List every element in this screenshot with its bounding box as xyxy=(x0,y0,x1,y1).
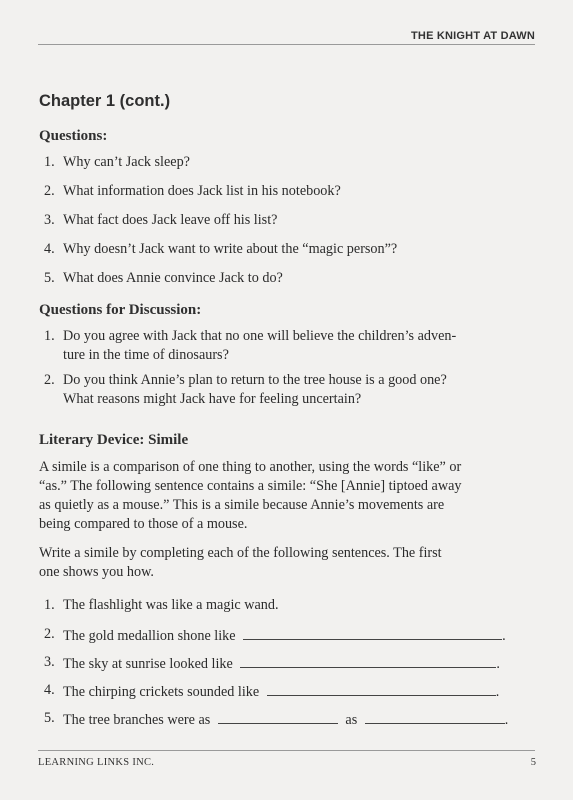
question-text: What information does Jack list in his notebook? xyxy=(63,183,341,199)
discussion-text xyxy=(63,371,543,409)
question-number: 5. xyxy=(44,270,55,286)
instruction-line: Write a simile by completing each of the following sentences. The first xyxy=(39,545,442,561)
discussion-number: 1. xyxy=(44,328,55,344)
question-text: Why doesn’t Jack want to write about the “magic person”? xyxy=(63,241,398,257)
paragraph-line: “as.” The following sentence contains a simile: “She [Annie] tiptoed away xyxy=(39,478,462,494)
exercise-prompt xyxy=(63,653,543,674)
question-text: What fact does Jack leave off his list? xyxy=(63,212,278,228)
questions-heading: Questions: xyxy=(39,128,108,144)
discussion-text xyxy=(63,327,543,365)
discussion-number: 2. xyxy=(44,372,55,388)
answer-blank[interactable] xyxy=(243,625,502,640)
paragraph-line: as quietly as a mouse.” This is a simile because Annie’s movements are xyxy=(39,497,445,513)
discussion-line: Do you agree with Jack that no one will believe the children’s adven- xyxy=(63,328,457,344)
discussion-line: ture in the time of dinosaurs? xyxy=(63,347,229,363)
question-text: Why can’t Jack sleep? xyxy=(63,154,190,170)
answer-blank[interactable] xyxy=(218,709,338,724)
footer-rule xyxy=(38,750,535,751)
discussion-line: What reasons might Jack have for feeling uncertain? xyxy=(63,391,362,407)
discussion-heading: Questions for Discussion: xyxy=(39,302,202,318)
simile-definition xyxy=(39,458,539,534)
exercise-example: The flashlight was like a magic wand. xyxy=(63,597,279,613)
question-number: 4. xyxy=(44,241,55,257)
answer-blank[interactable] xyxy=(365,709,505,724)
exercise-end: . xyxy=(504,712,509,728)
paragraph-line: being compared to those of a mouse. xyxy=(39,516,248,532)
exercise-prompt xyxy=(63,709,543,730)
simile-instructions xyxy=(39,544,539,582)
exercise-number: 4. xyxy=(44,682,55,698)
exercise-prompt xyxy=(63,625,543,646)
answer-blank[interactable] xyxy=(267,681,496,696)
exercise-text: The chirping crickets sounded like xyxy=(63,684,260,700)
exercise-number: 5. xyxy=(44,710,55,726)
exercise-mid: as xyxy=(345,712,358,728)
exercise-end: . xyxy=(496,656,500,672)
question-number: 1. xyxy=(44,154,55,170)
discussion-item xyxy=(44,371,543,411)
exercise-prompt xyxy=(63,681,543,702)
exercise-end: . xyxy=(502,628,506,644)
chapter-title: Chapter 1 (cont.) xyxy=(39,92,171,110)
discussion-line: Do you think Annie’s plan to return to the tree house is a good one? xyxy=(63,372,447,388)
question-text: What does Annie convince Jack to do? xyxy=(63,270,283,286)
instruction-line: one shows you how. xyxy=(39,564,154,580)
exercise-text: The tree branches were as xyxy=(63,712,211,728)
exercise-number: 1. xyxy=(44,597,55,613)
answer-blank[interactable] xyxy=(240,653,496,668)
question-number: 3. xyxy=(44,212,55,228)
exercise-end: . xyxy=(495,684,500,700)
exercise-number: 2. xyxy=(44,626,55,642)
header-rule xyxy=(38,44,535,45)
exercise-text: The sky at sunrise looked like xyxy=(63,656,233,672)
question-number: 2. xyxy=(44,183,55,199)
exercise-text: The gold medallion shone like xyxy=(63,628,236,644)
paragraph-line: A simile is a comparison of one thing to another, using the words “like” or xyxy=(39,459,462,475)
discussion-item xyxy=(44,327,543,367)
page-number: 5 xyxy=(530,757,536,768)
exercise-number: 3. xyxy=(44,654,55,670)
literary-heading: Literary Device: Simile xyxy=(39,432,189,448)
publisher-name: LEARNING LINKS INC. xyxy=(38,757,155,768)
running-head: THE KNIGHT AT DAWN xyxy=(411,30,535,42)
